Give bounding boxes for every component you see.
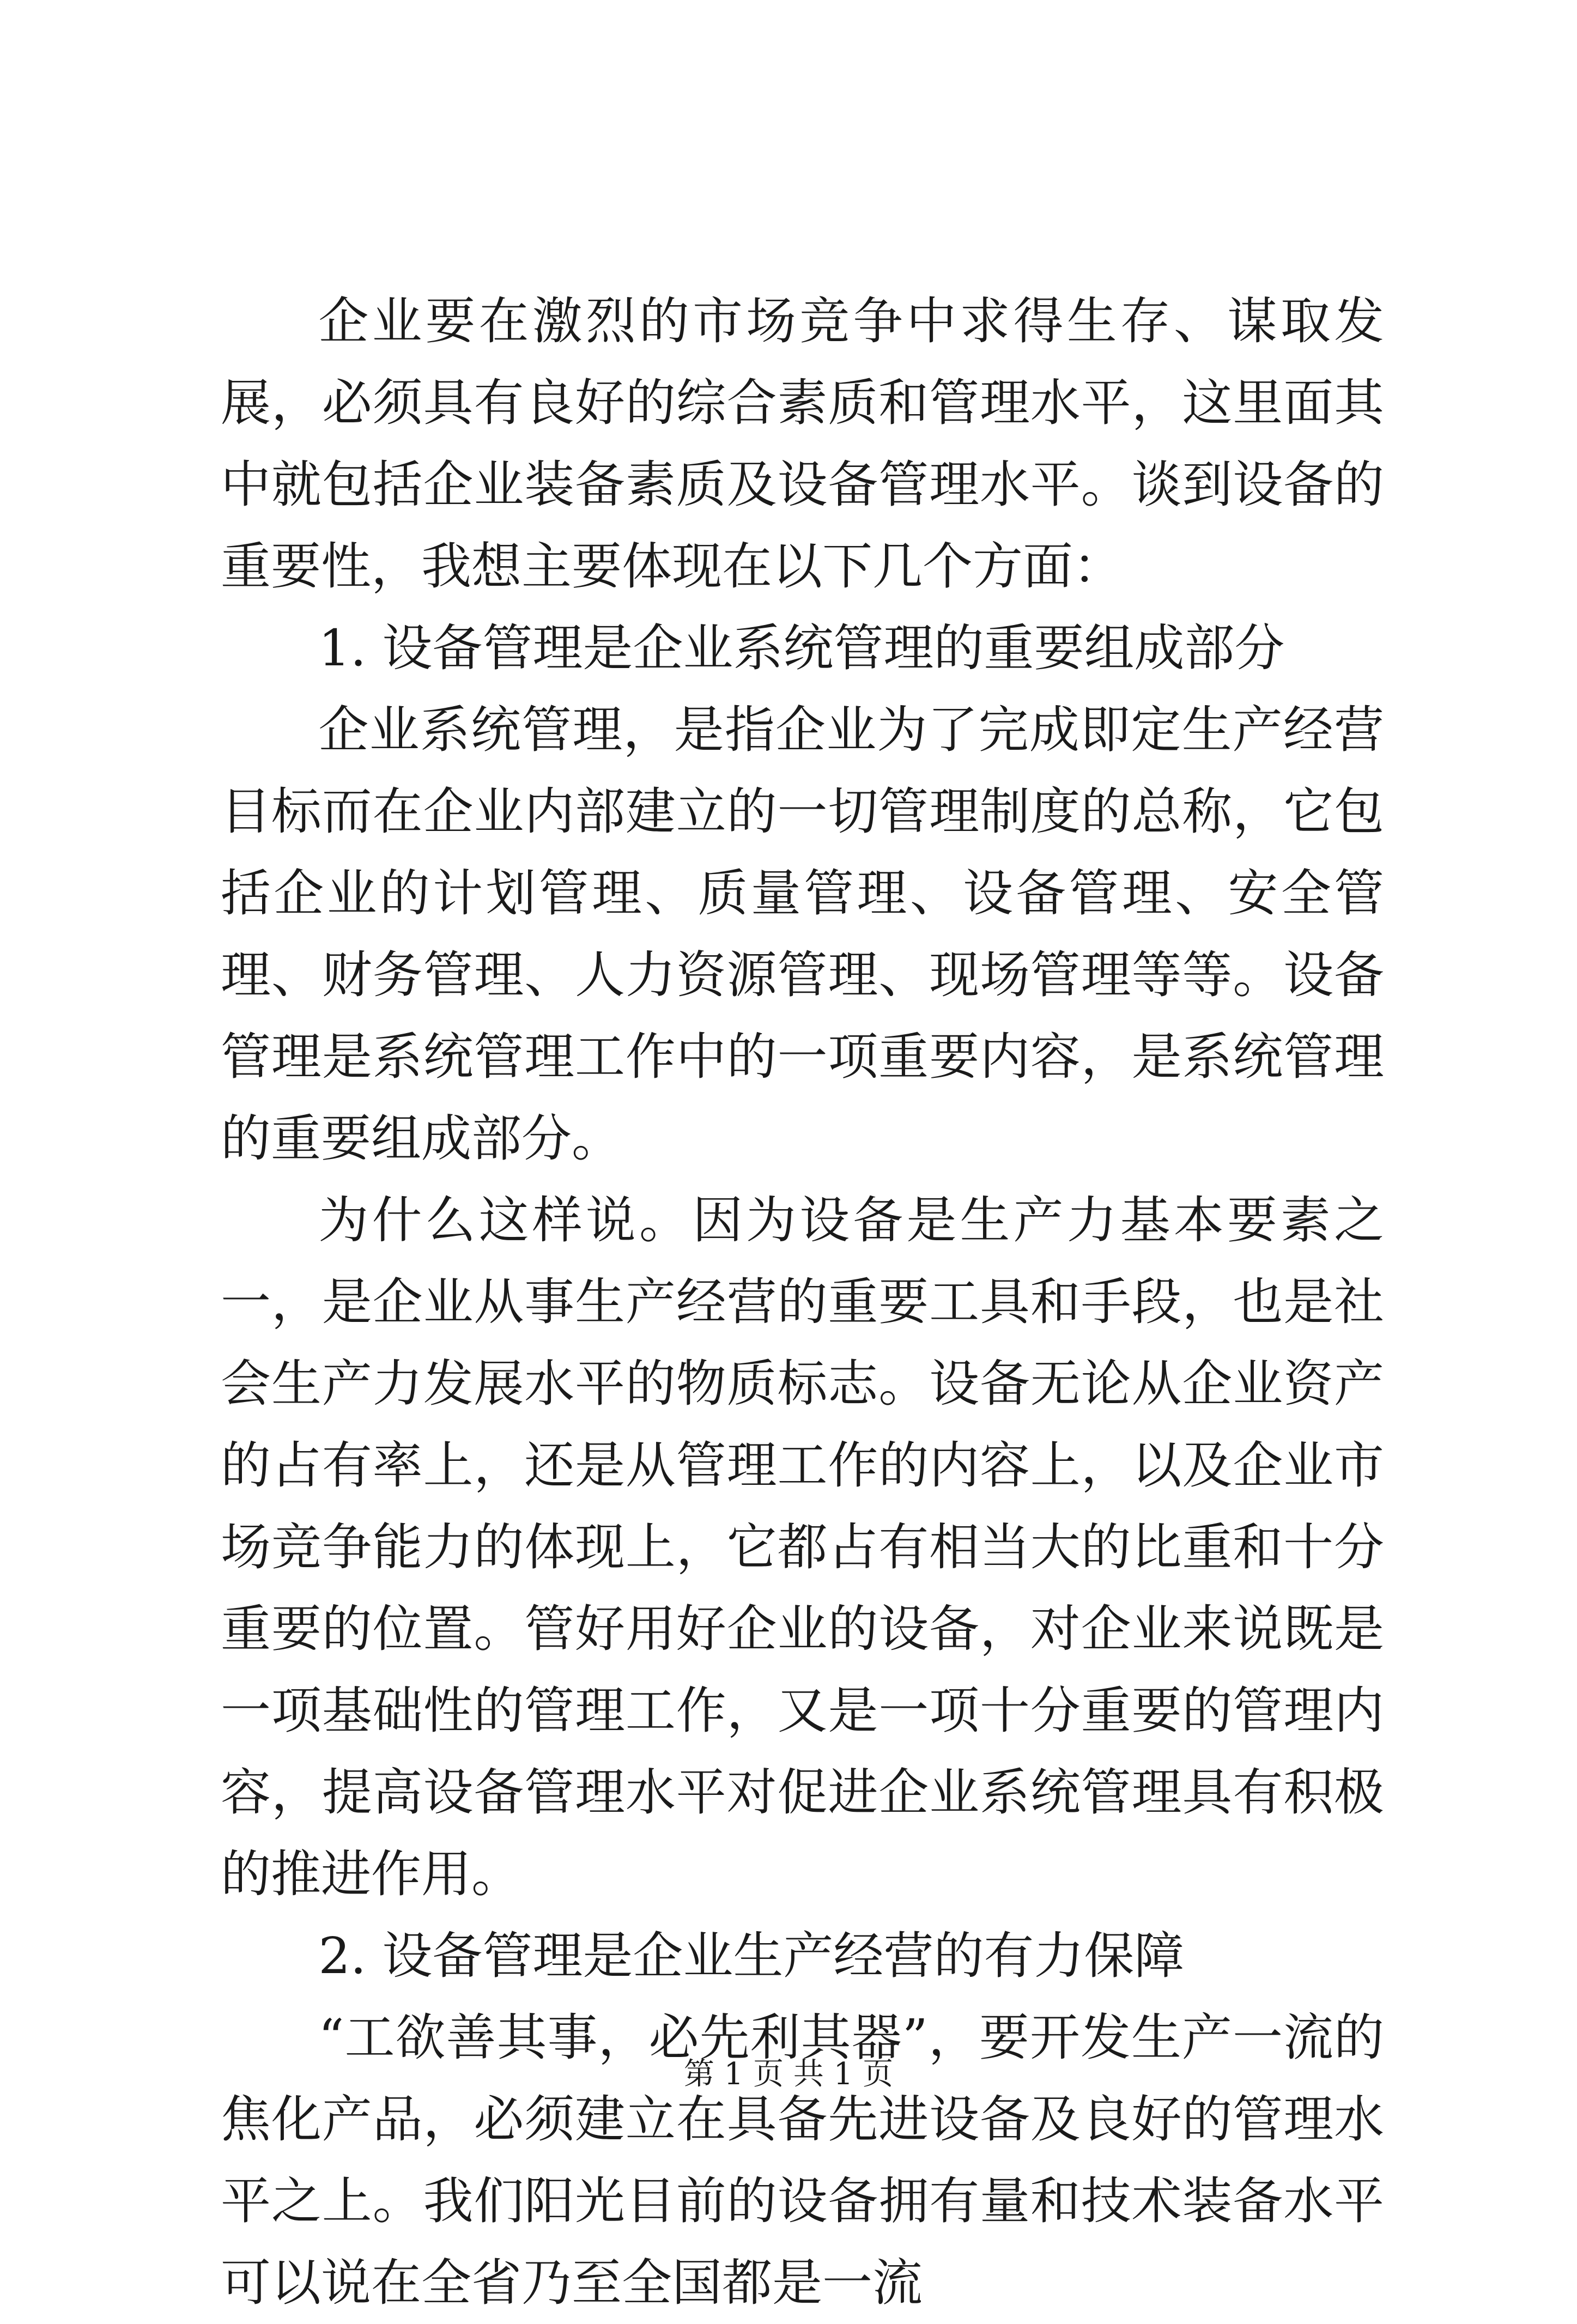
section-1-paragraph-2: 为什么这样说。因为设备是生产力基本要素之一，是企业从事生产经营的重要工具和手段，也是社会生产力发展水平的物质标志。设备无论从企业资产的占有率上，还是从管理工作的内容上，以及企业市场竞争能力的体现上，它都占有相当大的比重和十分重要的位置。管好用好企业的设备，对企业来说既是一项基础性的管理工作，又是一项十分重要的管理内容，提高设备管理水平对促进企业系统管理具有积极的推进作用。 [221,1191,1384,1903]
intro-paragraph: 企业要在激烈的市场竞争中求得生存、谋取发展，必须具有良好的综合素质和管理水平，这里面其中就包括企业装备素质及设备管理水平。谈到设备的重要性，我想主要体现在以下几个方面： [221,292,1384,596]
page-number: 第 1 页 共 1 页 [683,2056,894,2092]
section-2-paragraph-1: “工欲善其事，必先利其器”，要开发生产一流的焦化产品，必须建立在具备先进设备及良好的管理水平之上。我们阳光目前的设备拥有量和技术装备水平可以说在全省乃至全国都是一流 [221,2009,1384,2312]
document-body [221,281,1384,2324]
section-heading-2: 2. 设备管理是企业生产经营的有力保障 [318,1927,1185,1985]
section-heading-1: 1. 设备管理是企业系统管理的重要组成部分 [318,619,1285,677]
section-1-paragraph-1: 企业系统管理，是指企业为了完成即定生产经营目标而在企业内部建立的一切管理制度的总称，它包括企业的计划管理、质量管理、设备管理、安全管理、财务管理、人力资源管理、现场管理等等。设备管理是系统管理工作中的一项重要内容，是系统管理的重要组成部分。 [221,701,1384,1168]
